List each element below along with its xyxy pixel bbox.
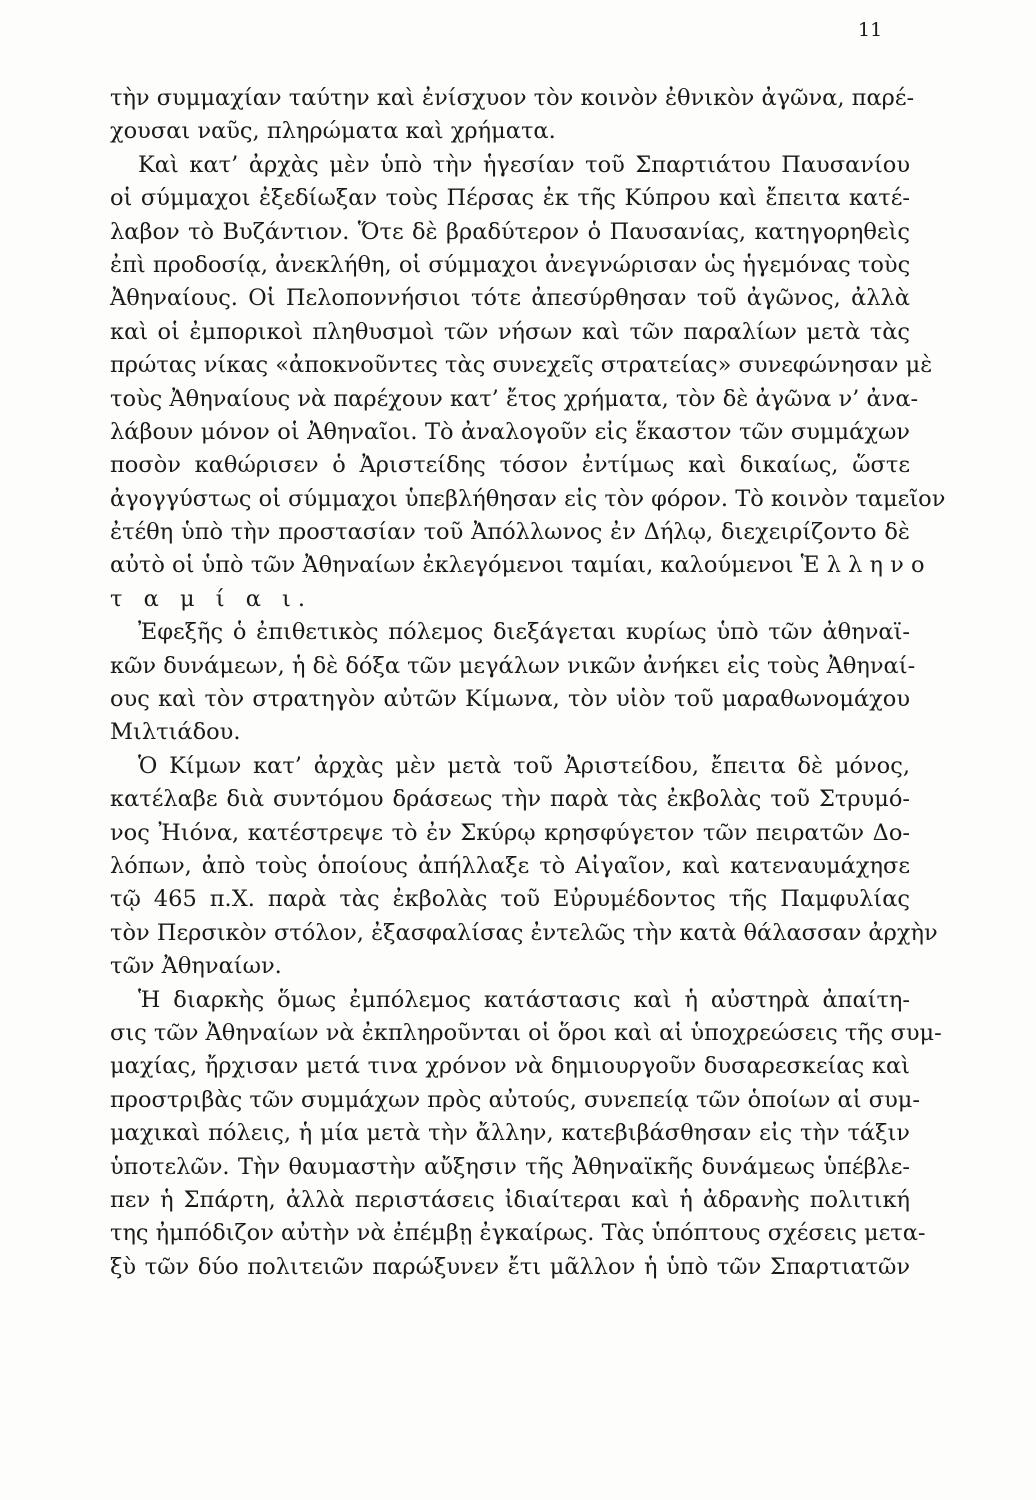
text-line: τοὺς Ἀθηναίους νὰ παρέχουν κατ’ ἔτος χρήματα, τὸν δὲ ἀγῶνα ν’ ἀνα- xyxy=(110,385,919,412)
text-line: πεν ἡ Σπάρτη, ἀλλὰ περιστάσεις ἰδιαίτεραι καὶ ἡ ἀδρανὴς πολιτική xyxy=(110,1186,910,1213)
text-line: Καὶ κατ’ ἀρχὰς μὲν ὑπὸ τὴν ἡγεσίαν τοῦ Σπαρτιάτου Παυσανίου xyxy=(138,151,910,178)
text-line: ἐπὶ προδοσίᾳ, ἀνεκλήθη, οἱ σύμμαχοι ἀνεγνώρισαν ὡς ἡγεμόνας τοὺς xyxy=(110,251,911,278)
text-line: καὶ οἱ ἐμπορικοὶ πληθυσμοὶ τῶν νήσων καὶ τῶν παραλίων μετὰ τὰς xyxy=(110,318,910,345)
text-line: τὴν συμμαχίαν ταύτην καὶ ἐνίσχυον τὸν κοινὸν ἐθνικὸν ἀγῶνα, παρέ- xyxy=(110,85,915,111)
page-number: 11 xyxy=(858,19,883,41)
text-line: Ἀθηναίους. Οἱ Πελοποννήσιοι τότε ἀπεσύρθησαν τοῦ ἀγῶνος, ἀλλὰ xyxy=(110,285,910,312)
text-line: κῶν δυνάμεων, ἡ δὲ δόξα τῶν μεγάλων νικῶν ἀνήκει εἰς τοὺς Ἀθηναί- xyxy=(110,652,916,679)
text-line: αὐτὸ οἱ ὑπὸ τῶν Ἀθηναίων ἐκλεγόμενοι ταμίαι, καλούμενοι Ἑ λ λ η ν ο xyxy=(110,552,925,579)
text-line: χουσαι ναῦς, πληρώματα καὶ χρήματα. xyxy=(110,118,556,145)
paragraph-4 xyxy=(110,750,938,984)
paragraph-5 xyxy=(110,984,942,1285)
text-line: Ὁ Κίμων κατ’ ἀρχὰς μὲν μετὰ τοῦ Ἀριστείδου, ἔπειτα δὲ μόνος, xyxy=(138,752,910,779)
text-line: της ἠμπόδιζον αὐτὴν νὰ ἐπέμβῃ ἐγκαίρως. Τὰς ὑπόπτους σχέσεις μετα- xyxy=(110,1220,926,1247)
text-line: τ α μ ί α ι. xyxy=(110,585,313,612)
text-line: Μιλτιάδου. xyxy=(110,719,241,746)
text-line: ἀγογγύστως οἱ σύμμαχοι ὑπεβλήθησαν εἰς τὸν φόρον. Τὸ κοινὸν ταμεῖον xyxy=(110,485,946,512)
text-line: κατέλαβε διὰ συντόμου δράσεως τὴν παρὰ τὰς ἐκβολὰς τοῦ Στρυμό- xyxy=(110,786,910,813)
text-line: μαχίας, ἤρχισαν μετά τινα χρόνον νὰ δημιουργοῦν δυσαρεσκείας καὶ xyxy=(110,1053,910,1080)
text-line: ξὺ τῶν δύο πολιτειῶν παρώξυνεν ἔτι μᾶλλον ἡ ὑπὸ τῶν Σπαρτιατῶν xyxy=(110,1253,910,1280)
text-line: ὑποτελῶν. Τὴν θαυμαστὴν αὔξησιν τῆς Ἀθηναϊκῆς δυνάμεως ὑπέβλε- xyxy=(110,1153,910,1180)
text-line: πρώτας νίκας «ἀποκνοῦντες τὰς συνεχεῖς στρατείας» συνεφώνησαν μὲ xyxy=(110,352,933,379)
text-line: νος Ἠιόνα, κατέστρεψε τὸ ἐν Σκύρῳ κρησφύγετον τῶν πειρατῶν Δο- xyxy=(110,819,910,846)
paragraph-2 xyxy=(110,149,946,616)
text-line: ποσὸν καθώρισεν ὁ Ἀριστείδης τόσον ἐντίμως καὶ δικαίως, ὥστε xyxy=(110,452,910,479)
text-line: Ἐφεξῆς ὁ ἐπιθετικὸς πόλεμος διεξάγεται κυρίως ὑπὸ τῶν ἀθηναϊ- xyxy=(138,619,910,646)
text-line: Ἡ διαρκὴς ὅμως ἐμπόλεμος κατάστασις καὶ ἡ αὐστηρὰ ἀπαίτη- xyxy=(138,986,910,1013)
text-line: ἐτέθη ὑπὸ τὴν προστασίαν τοῦ Ἀπόλλωνος ἐν Δήλῳ, διεχειρίζοντο δὲ xyxy=(110,519,910,546)
text-line: ους καὶ τὸν στρατηγὸν αὐτῶν Κίμωνα, τὸν υἱὸν τοῦ μαραθωνομάχου xyxy=(110,686,910,713)
paragraph-3 xyxy=(110,616,916,750)
text-line: λαβον τὸ Βυζάντιον. Ὅτε δὲ βραδύτερον ὁ Παυσανίας, κατηγορηθεὶς xyxy=(110,218,910,245)
text-line: λάβουν μόνον οἱ Ἀθηναῖοι. Τὸ ἀναλογοῦν εἰς ἕκαστον τῶν συμμάχων xyxy=(110,418,910,445)
paragraph-1 xyxy=(110,82,915,149)
text-line: λόπων, ἀπὸ τοὺς ὁποίους ἀπήλλαξε τὸ Αἰγαῖον, καὶ κατεναυμάχησε xyxy=(110,852,910,879)
text-line: οἱ σύμμαχοι ἐξεδίωξαν τοὺς Πέρσας ἐκ τῆς Κύπρου καὶ ἔπειτα κατέ- xyxy=(110,185,910,212)
text-line: σις τῶν Ἀθηναίων νὰ ἐκπληροῦνται οἱ ὅροι καὶ αἱ ὑποχρεώσεις τῆς συμ- xyxy=(110,1019,942,1046)
text-line: τῶν Ἀθηναίων. xyxy=(110,953,282,980)
text-line: προστριβὰς τῶν συμμάχων πρὸς αὐτούς, συνεπείᾳ τῶν ὁποίων αἱ συμ- xyxy=(110,1086,920,1113)
text-line: τῷ 465 π.Χ. παρὰ τὰς ἐκβολὰς τοῦ Εὐρυμέδοντος τῆς Παμφυλίας xyxy=(110,886,910,913)
text-line: τὸν Περσικὸν στόλον, ἐξασφαλίσας ἐντελῶς τὴν κατὰ θάλασσαν ἀρχὴν xyxy=(110,919,938,946)
text-line: μαχικαὶ πόλεις, ἡ μία μετὰ τὴν ἄλλην, κατεβιβάσθησαν εἰς τὴν τάξιν xyxy=(110,1120,910,1147)
body-text xyxy=(110,82,946,1284)
